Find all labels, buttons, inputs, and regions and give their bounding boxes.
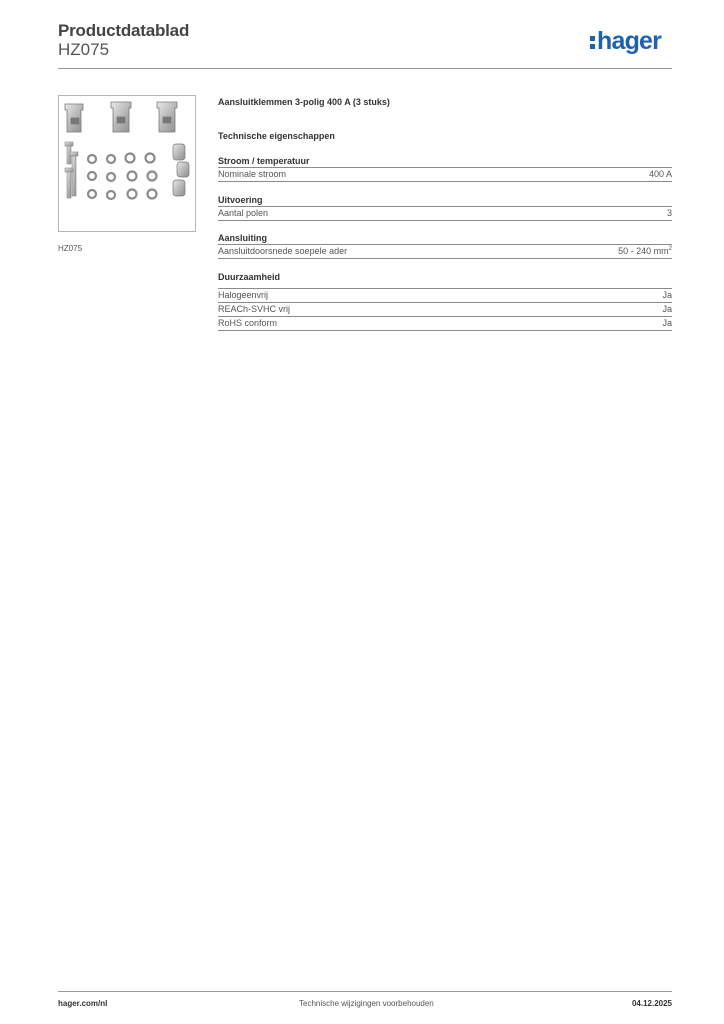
header-divider: [58, 68, 672, 69]
spec-group: [218, 156, 672, 182]
spec-label: Nominale stroom: [218, 169, 287, 179]
footer-notice: Technische wijzigingen voorbehouden: [299, 999, 434, 1008]
hager-logo: [590, 27, 661, 55]
spec-value: Ja: [662, 290, 672, 300]
image-caption: HZ075: [58, 244, 83, 253]
footer-divider: [58, 991, 672, 992]
section-title: Technische eigenschappen: [218, 131, 335, 141]
spec-label: RoHS conform: [218, 318, 278, 328]
spec-value: [618, 245, 672, 258]
group-title: Duurzaamheid: [218, 272, 281, 282]
unit-superscript: 2: [668, 246, 672, 252]
spec-value: 3: [666, 208, 672, 218]
logo-text: hager: [597, 27, 662, 55]
spec-label: Aansluitdoorsnede soepele ader: [218, 246, 348, 256]
group-title: Uitvoering: [218, 195, 263, 205]
logo-dots-icon: [590, 32, 595, 50]
spec-row: [218, 206, 672, 221]
spec-value-text: 50 - 240 mm: [618, 246, 669, 256]
spec-row: [218, 244, 672, 259]
spec-row: [218, 316, 672, 331]
spec-value: 400 A: [648, 169, 672, 179]
spec-label: REACh-SVHC vrij: [218, 304, 291, 314]
spec-row: [218, 167, 672, 182]
footer-website-link[interactable]: hager.com/nl: [58, 999, 108, 1008]
spec-value: Ja: [662, 304, 672, 314]
spec-group: [218, 195, 672, 221]
product-description: Aansluitklemmen 3-polig 400 A (3 stuks): [218, 97, 390, 107]
page-title: Productdatablad: [58, 21, 190, 40]
spec-label: Halogeenvrij: [218, 290, 269, 300]
group-title: Stroom / temperatuur: [218, 156, 310, 166]
spec-row: [218, 302, 672, 316]
spec-label: Aantal polen: [218, 208, 269, 218]
spec-value: Ja: [662, 318, 672, 328]
group-title: Aansluiting: [218, 233, 267, 243]
spec-group: [218, 272, 672, 331]
product-code: HZ075: [58, 40, 110, 59]
spec-row: [218, 288, 672, 302]
footer-date: 04.12.2025: [631, 999, 672, 1008]
product-image: [58, 95, 196, 232]
spec-group: [218, 233, 672, 259]
